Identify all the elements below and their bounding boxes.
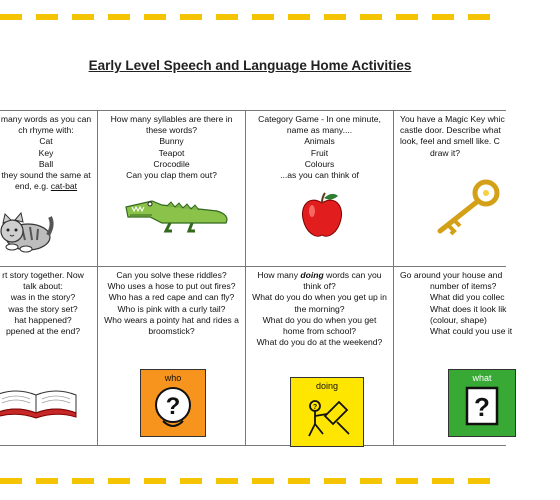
text-line	[246, 270, 393, 281]
emphasis-word: doing	[300, 270, 324, 280]
text-fragment: How many	[257, 270, 301, 280]
text-line: What do you do at the weekend?	[256, 337, 383, 348]
text-line: What do you do when you get up in	[252, 292, 387, 303]
symbol-label: what	[472, 373, 492, 383]
text-line: Who uses a hose to put out fires?	[107, 281, 236, 292]
syllables-activity-cell	[98, 111, 246, 267]
text-line: many words as you can	[0, 114, 92, 124]
text-line: Bunny	[159, 136, 184, 147]
text-line: Ball	[38, 158, 54, 169]
text-line: home from school?	[282, 326, 357, 337]
text-line: Colours	[304, 158, 335, 169]
text-line: What does it look lik	[430, 303, 507, 314]
text-line: Can you clap them out?	[126, 170, 217, 181]
question-box-icon	[462, 384, 502, 428]
who-symbol-card	[140, 369, 206, 437]
text-line: Who has a red cape and can fly?	[108, 292, 235, 303]
key-icon	[432, 179, 502, 239]
symbol-label: doing	[315, 381, 339, 391]
text-line: castle door. Describe what	[400, 125, 501, 136]
question-person-icon	[153, 385, 193, 431]
text-line: look, feel and smell like. C	[400, 136, 500, 147]
bottom-dashed-border	[0, 478, 500, 484]
text-line: What do you do when you get	[262, 314, 377, 325]
text-line: ppened at the end?	[5, 326, 81, 337]
text-line: think of?	[303, 281, 336, 292]
text-line: (colour, shape)	[430, 314, 487, 325]
text-line: How many syllables are there in	[110, 114, 233, 124]
svg-text:?: ?	[165, 393, 181, 421]
text-line: was the story set?	[8, 303, 78, 314]
text-line: was in the story?	[10, 292, 76, 303]
book-icon	[0, 385, 76, 419]
doing-words-cell	[246, 267, 394, 445]
riddles-activity-cell	[98, 267, 246, 445]
text-line: Cat	[39, 136, 53, 147]
text-line: name as many....	[286, 125, 353, 136]
example-word: cat-bat	[50, 181, 78, 192]
top-dashed-border	[0, 14, 500, 20]
svg-text:?: ?	[474, 392, 490, 423]
text-line: broomstick?	[148, 326, 195, 337]
text-line: Go around your house and	[400, 270, 503, 280]
symbol-label: who	[164, 373, 182, 383]
category-game-cell	[246, 111, 394, 267]
page-title: Early Level Speech and Language Home Activities	[88, 58, 412, 73]
text-line: You have a Magic Key whic	[400, 114, 505, 124]
text-line: talk about:	[23, 281, 63, 292]
text-line: Animals	[304, 136, 335, 147]
text-line: What did you collec	[430, 292, 505, 303]
text-fragment: words can you	[323, 270, 382, 280]
text-line: What could you use it	[430, 326, 513, 337]
collect-items-cell	[394, 267, 513, 445]
text-line: rt story together. Now	[2, 270, 84, 280]
text-line: Key	[38, 147, 54, 158]
doing-person-icon	[297, 392, 357, 442]
text-line: ch rhyme with:	[18, 125, 74, 136]
text-line: Who wears a pointy hat and rides a	[104, 314, 239, 325]
what-symbol-card	[448, 369, 516, 437]
text-line: Crocodile	[153, 158, 190, 169]
text-line: Can you solve these riddles?	[116, 270, 227, 280]
text-line: hat happened?	[14, 314, 72, 325]
text-fragment: end, e.g.	[14, 181, 51, 192]
text-line: Fruit	[310, 147, 329, 158]
text-line: Category Game - In one minute,	[258, 114, 381, 124]
cat-icon	[0, 203, 54, 255]
activities-grid	[0, 110, 513, 446]
doing-symbol-card	[290, 377, 364, 447]
story-activity-cell	[0, 267, 98, 445]
text-line: Who is pink with a curly tail?	[117, 303, 226, 314]
rhyme-activity-cell	[0, 111, 98, 267]
crocodile-icon	[122, 193, 232, 237]
apple-icon	[300, 191, 344, 239]
svg-text:?: ?	[312, 404, 318, 412]
text-line: these words?	[145, 125, 198, 136]
text-line: draw it?	[430, 147, 461, 158]
text-line: they sound the same at	[1, 170, 91, 181]
text-line: Teapot	[158, 147, 185, 158]
text-line: the morning?	[294, 303, 345, 314]
text-line: number of items?	[430, 281, 497, 292]
text-line: ...as you can think of	[280, 170, 359, 181]
magic-key-cell	[394, 111, 506, 267]
